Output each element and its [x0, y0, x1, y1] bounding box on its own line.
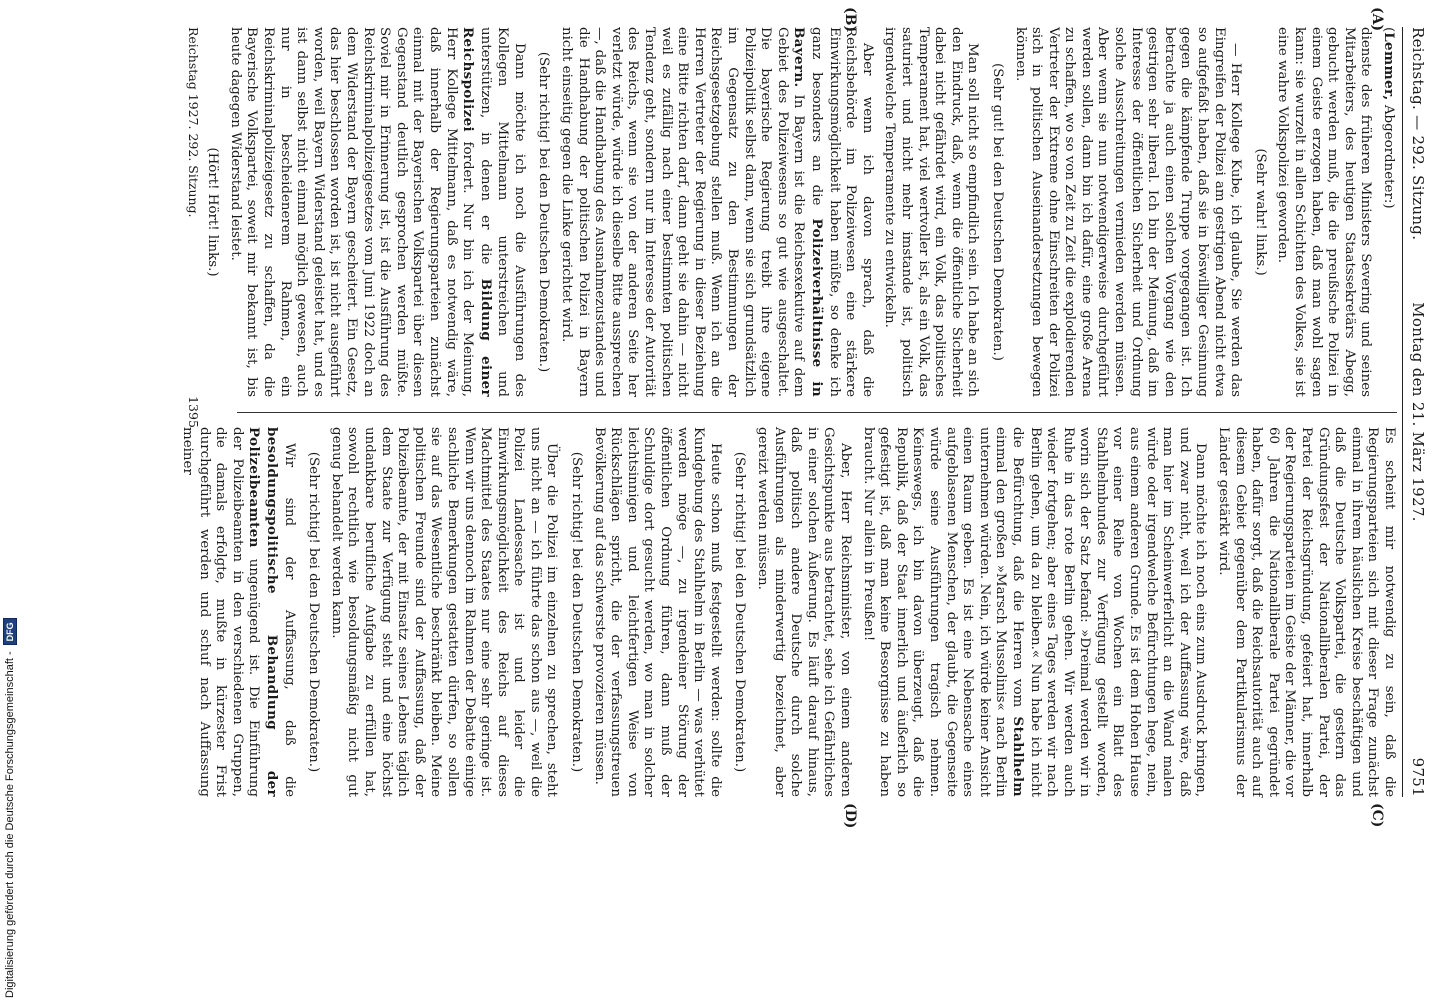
margin-mark-c: (C) [1369, 803, 1385, 828]
speaker-name: Lemmer, [1381, 32, 1397, 101]
text-run: Dann möchte ich noch die Ausführungen des Kollegen Mittelmann unterstreichen und unterstützen, in denen er die [477, 27, 527, 397]
bold-term: Polizeiverhältnisse in Bayern. [791, 27, 825, 397]
text-run: Wir sind der Auffassung, daß die [281, 443, 297, 797]
interjection: (Sehr richtig! bei den Deutschen Demokraten.) [306, 451, 322, 773]
margin-mark-d: (D) [842, 803, 858, 829]
bold-term: besoldungspolitische Behandlung der Polizeibeamten [246, 427, 280, 797]
header-session: Reichstag. — 292. Sitzung. [1409, 27, 1427, 241]
dfg-logo-icon: DFG [3, 618, 17, 645]
scanned-page [163, 5, 1433, 829]
header-date: Montag den 21. März 1927. [1409, 302, 1427, 522]
paragraph: Aber, Herr Reichsminister, von einem anderen Gesichtspunkte aus betrachtet, sehe ich Gefährliches in einer solchen Äußerung. Es läuft darauf hinaus, daß politisch andere Deutsche durch solche Ausführungen als minderwertig bezeichnet, aber gereizt werden müssen. [755, 427, 853, 797]
margin-mark-a: (A) [1369, 7, 1385, 32]
paragraph [226, 27, 527, 397]
paragraph [558, 27, 875, 397]
paragraph: — Herr Kollege Kube, ich glaube, Sie werden das Eingreifen der Polizei am gestrigen Abend nicht etwa so aufgefaßt haben, daß sie in böswilliger Gesinnung gegen die kämpfende Truppe vorgegangen ist. Ich betrachte ja auch einen solchen Vorgang wie den gestrigen sehr liberal. Ich bin der Meinung, daß im Interesse der öffentlichen Sicherheit und Ordnung solche Ausschreitungen vermieden werden müssen. Aber wenn sie nun notwendigerweise durchgeführt werden sollen, dann bin ich dafür, eine große Arena zu schaffen, wo so von Zeit zu Zeit die explodierenden Vertreter der Extreme ohne Einschreiten der Polizei sich in politischen Auseinandersetzungen bewegen können. [1012, 27, 1244, 397]
paragraph: Über die Polizei im einzelnen zu sprechen, steht uns nicht an — ich führte das schon aus —, weil die Polizei Landessache ist und leider die Einwirkungsmöglichkeit des Reichs auf dieses Machtmittel des Staates nur eine sehr geringe ist. Wenn wir uns dennoch im Rahmen der Debatte einige sachliche Bemerkungen gestatten dürfen, so sollen sie auf das Wesentliche beschränkt bleiben. Meine politischen Freunde sind der Auffassung, daß der Polizeibeamte, der mit Einsatz seines Lebens täglich dem Staate zur Verfügung steht und eine höchst undankbare berufliche Aufgabe zu erfüllen hat, sowohl rechtlich wie besoldungsmäßig nicht gut genug behandelt werden kann. [328, 427, 560, 797]
header-rule [1402, 27, 1403, 797]
page-footer [177, 27, 201, 797]
page-number: 9751 [1409, 757, 1427, 797]
interjection: (Sehr wahr! links.) [1252, 148, 1268, 276]
margin-mark-b: (B) [842, 7, 858, 33]
text-run: einmal den großen »Marsch Mussolinis« nach Berlin unternehmen würden. Nein, ich würde keiner Ansicht einen Raum geben. Es ist eine Nebensache eines aufgeblasenen Menschen, der glaubt, die Gegenseite würde seine Ausführungen tragisch nehmen. Keineswegs, ich bin davon überzeugt, daß die Republik, daß der Staat innerlich und äußerlich so gefestigt ist, daß man keine Besorgnisse zu haben braucht. Nur allein in Preußen! [860, 427, 1009, 797]
text-run: Aber wenn ich davon sprach, daß die Reichsbehörde im Polizeiwesen eine stärkere Einwirkungsmöglichkeit haben müßte, so denke ich ganz besonders an die [809, 27, 875, 397]
bold-term: Bildung einer Reichspolizei [460, 27, 494, 397]
footer-session: Reichstag 1927. 292. Sitzung. [186, 27, 201, 218]
text-run: In Bayern ist die Reichsexekutive auf dem Gebiet des Polizeiwesens so gut wie ausgeschaltet. Die bayerische Regierung treibt ihre eigene Polizeipolitik selbst dann, wenn sie sich grundsätzlich im Gegensatz zu den Bestimmungen der Reichsgesetzgebung stellen muß. Wenn ich an die Herren Vertreter der Regierung in dieser Beziehung eine Bitte richten darf, dann geht sie dahin — nicht weil es zufällig nach einer bestimmten politischen Tendenz geht, sondern nur im Interesse der Autorität des Reichs, wenn sie von der anderen Seite her verletzt würde, würde ich dieselbe Bitte aussprechen —, daß die Handhabung des Ausnahmezustandes und die Handhabung der politischen Polizei in Bayern nicht einseitig gegen die Linke gerichtet wird. [559, 27, 807, 397]
speaker-role: Abgeordneter: [1381, 104, 1396, 204]
interjection: (Sehr gut! bei den Deutschen Demokraten.) [989, 62, 1005, 362]
paragraph [859, 427, 1208, 797]
text-run: fordert. Nur bin ich der Meinung, Herr Kollege Mittelmann, daß es notwendig wäre, daß innerhalb der Regierungsparteien zunächst einmal mit der Bayerischen Volkspartei über diesen Gegenstand deutlich gesprochen werden müßte. Soviel mir in Erinnerung ist, ist die Ausführung des Reichskriminalpolizeigesetzes vom Juni 1922 doch an dem Widerstand der Bayern gescheitert. Ein Gesetz, das hier beschlossen worden ist, ist nicht ausgeführt worden, weil Bayern Widerstand geleistet hat, und es ist dann selbst nicht einmal möglich gewesen, auch nur in bescheidenerem Rahmen, ein Reichskriminalpolizeigesetz zu schaffen, da die Bayerische Volkspartei, soweit mir bekannt ist, bis heute dagegen Widerstand leistet. [227, 27, 476, 397]
left-column [205, 27, 1397, 397]
interjection: (Hört! Hört! links.) [205, 147, 221, 277]
footer-number: 1395 [186, 396, 201, 428]
interjection: (Sehr richtig! bei den Deutschen Demokraten.) [536, 51, 552, 373]
interjection: (Sehr richtig! bei den Deutschen Demokraten.) [732, 451, 748, 773]
text-run: ungenügend ist. Die Einführung der Polizeibeamten in den verschiedenen Gruppen, die damals erfolgte, mußte in kürzester Frist durchgeführt werden und schuf nach Auffassung meiner [180, 427, 262, 797]
column-divider [237, 412, 1397, 413]
bold-term: Stahlhelm [1009, 716, 1026, 797]
speaker-line: (Lemmer, Abgeordneter:) [1381, 27, 1397, 209]
page-header [1403, 27, 1433, 797]
digitization-credit [3, 618, 17, 998]
interjection: (Sehr richtig! bei den Deutschen Demokraten.) [569, 451, 585, 773]
paragraph: Heute schon muß festgestellt werden: sollte die Kundgebung des Stahlhelm in Berlin — was verhütet werden möge —, zu irgendeiner Störung der öffentlichen Ordnung führen, dann muß der Schuldige dort gesucht werden, wo man in solcher leichtsinnigen und leichtfertigen Weise von Rückschlägen spricht, die der verfassungstreuen Bevölkerung auf das schwerste provozieren müssen. [591, 427, 723, 797]
right-column [180, 427, 1397, 797]
paragraph: dienste des früheren Ministers Severing und seines Mitarbeiters, des heutigen Staatssekretärs Abegg, gebucht werden muß, die die preußische Polizei in einem Geiste erzogen haben, daß man wohl sagen kann: sie wurzelt in allen Schichten des Volkes, sie ist eine wahre Volkspolizei geworden. [1275, 27, 1374, 397]
text-run: Dann möchte ich noch eins zum Ausdruck bringen, und zwar nicht, weil ich der Auffassung wäre, daß man hier im Scheinwerferlicht an die Wand malen würde oder irgendwelche Befürchtungen hege, nein, aus einem anderen Grunde. Es ist dem Hohen Hause vor einer Reihe von Wochen ein Blatt des Stahlhelmbundes zur Verfügung gestellt worden, worin sich der Satz befand: »Dreimal werden wir in Ruhe in das rote Berlin gehen. Wir werden auch wieder fortgehen; aber eines Tages werden wir nach Berlin gehen, um da zu bleiben.« Nun habe ich nicht die Befürchtung, daß die Herren vom [1009, 427, 1209, 797]
credit-text: Digitalisierung gefördert durch die Deutsche Forschungsgemeinschaft - [4, 651, 16, 998]
paragraph: Es scheint mir notwendig zu sein, daß die Regierungsparteien sich mit dieser Frage zunächst einmal in ihrem häuslichen Kreise beschäftigen und daß die Deutsche Volkspartei, die gestern das Gründungsfest der Nationalliberalen Partei, der Partei der Reichsgründung, gefeiert hat, innerhalb der Regierungsparteien im Geiste der Männer, die vor 60 Jahren die Nationalliberale Partei gegründet haben, dafür sorgt, daß die Reichsautorität auch auf diesem Gebiet gegenüber dem Partikularismus der Länder gestärkt wird. [1216, 427, 1397, 797]
paragraph: Man soll nicht so empfindlich sein. Ich habe an sich den Eindruck, daß, wenn die öffentliche Sicherheit dabei nicht gefährdet wird, ein Volk, das politisches Temperament hat, viel wertvoller ist, als ein Volk, das saturiert und nicht mehr imstande ist, politisch irgendwelche Temperamente zu entwickeln. [882, 27, 981, 397]
